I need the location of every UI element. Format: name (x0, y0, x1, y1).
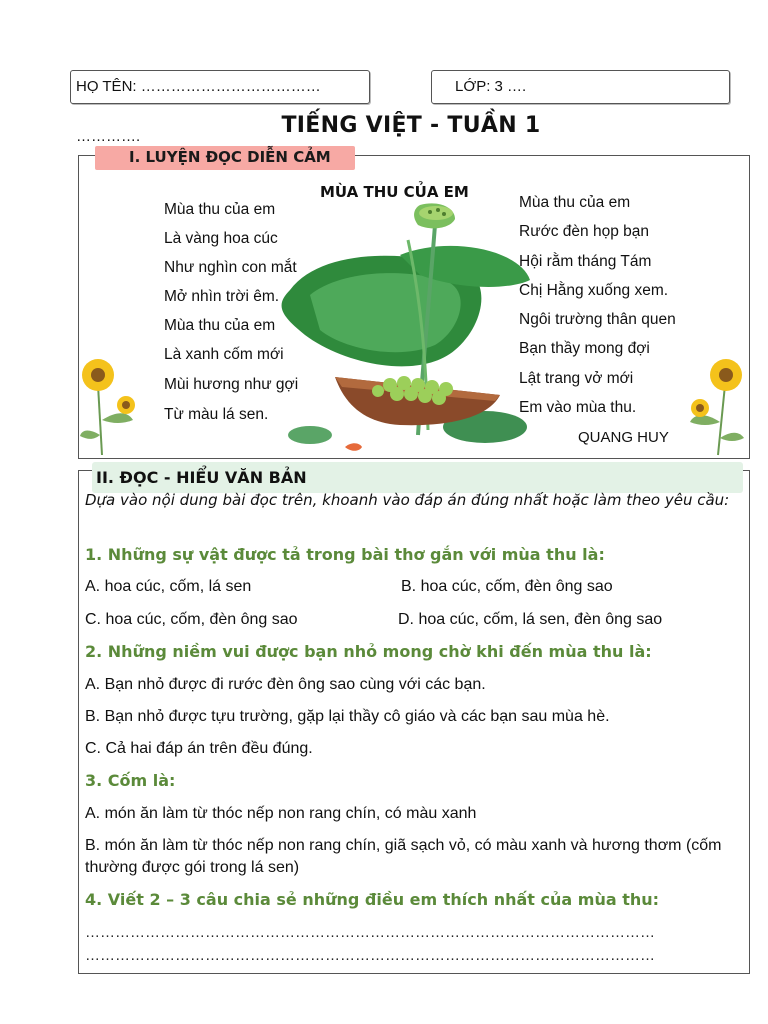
name-label: HỌ TÊN: ……………………………… (76, 78, 321, 95)
poem-right-line: Lật trang vở mới (519, 370, 634, 387)
question-3: 3. Cốm là: (85, 771, 176, 790)
question-4: 4. Viết 2 – 3 câu chia sẻ những điều em thích nhất của mùa thu: (85, 890, 660, 909)
q1-option-c[interactable]: C. hoa cúc, cốm, đèn ông sao (85, 611, 298, 628)
section1-heading: I. LUYỆN ĐỌC DIỄN CẢM (95, 146, 355, 170)
poem-right-line: Rước đèn họp bạn (519, 223, 649, 240)
q1-option-a[interactable]: A. hoa cúc, cốm, lá sen (85, 578, 252, 595)
name-dots: …………. (76, 128, 141, 145)
poem-right-line: Bạn thầy mong đợi (519, 340, 650, 357)
poem-left-line: Mùa thu của em (164, 201, 276, 218)
instruction-text: Dựa vào nội dung bài đọc trên, khoanh vào đáp án đúng nhất hoặc làm theo yêu cầu: (85, 491, 730, 509)
sunflower-right-icon (680, 350, 748, 458)
answer-line[interactable]: …………………………………………………………………………………………………… (85, 924, 655, 941)
q2-option-a[interactable]: A. Bạn nhỏ được đi rước đèn ông sao cùng với các bạn. (85, 676, 486, 693)
poem-right-line: Hội rằm tháng Tám (519, 253, 652, 270)
poem-right-line: Chị Hằng xuống xem. (519, 282, 669, 299)
poem-left-line: Là vàng hoa cúc (164, 230, 278, 247)
class-label: LỚP: 3 …. (455, 78, 527, 95)
q1-option-d[interactable]: D. hoa cúc, cốm, lá sen, đèn ông sao (398, 611, 663, 628)
poem-right-line: Ngôi trường thân quen (519, 311, 676, 328)
q3-option-a[interactable]: A. món ăn làm từ thóc nếp non rang chín, có màu xanh (85, 805, 477, 822)
q2-option-c[interactable]: C. Cả hai đáp án trên đều đúng. (85, 740, 313, 757)
poem-left-line: Mùa thu của em (164, 317, 276, 334)
poem-author: QUANG HUY (578, 429, 669, 446)
poem-left-line: Mùi hương như gợi (164, 376, 299, 393)
q1-option-b[interactable]: B. hoa cúc, cốm, đèn ông sao (401, 578, 613, 595)
poem-left-line: Là xanh cốm mới (164, 346, 284, 363)
poem-left-line: Từ màu lá sen. (164, 406, 269, 423)
question-2: 2. Những niềm vui được bạn nhỏ mong chờ khi đến mùa thu là: (85, 642, 652, 661)
question-1: 1. Những sự vật được tả trong bài thơ gắn với mùa thu là: (85, 545, 605, 564)
q3-option-b[interactable]: B. món ăn làm từ thóc nếp non rang chín, giã sạch vỏ, có màu xanh và hương thơm (cốm thường được gói trong lá sen) (85, 837, 722, 876)
lotus-boat-illustration (250, 195, 550, 460)
section2-heading: II. ĐỌC - HIỂU VĂN BẢN (92, 462, 743, 493)
poem-right-line: Mùa thu của em (519, 194, 631, 211)
poem-title: MÙA THU CỦA EM (320, 183, 469, 201)
sunflower-left-icon (78, 350, 148, 458)
poem-left-line: Mở nhìn trời êm. (164, 288, 280, 305)
poem-left-line: Như nghìn con mắt (164, 259, 297, 276)
answer-line[interactable]: …………………………………………………………………………………………………… (85, 947, 655, 964)
poem-right-line: Em vào mùa thu. (519, 399, 637, 416)
q2-option-b[interactable]: B. Bạn nhỏ được tựu trường, gặp lại thầy cô giáo và các bạn sau mùa hè. (85, 708, 610, 725)
page-title: TIẾNG VIỆT - TUẦN 1 (281, 113, 541, 138)
